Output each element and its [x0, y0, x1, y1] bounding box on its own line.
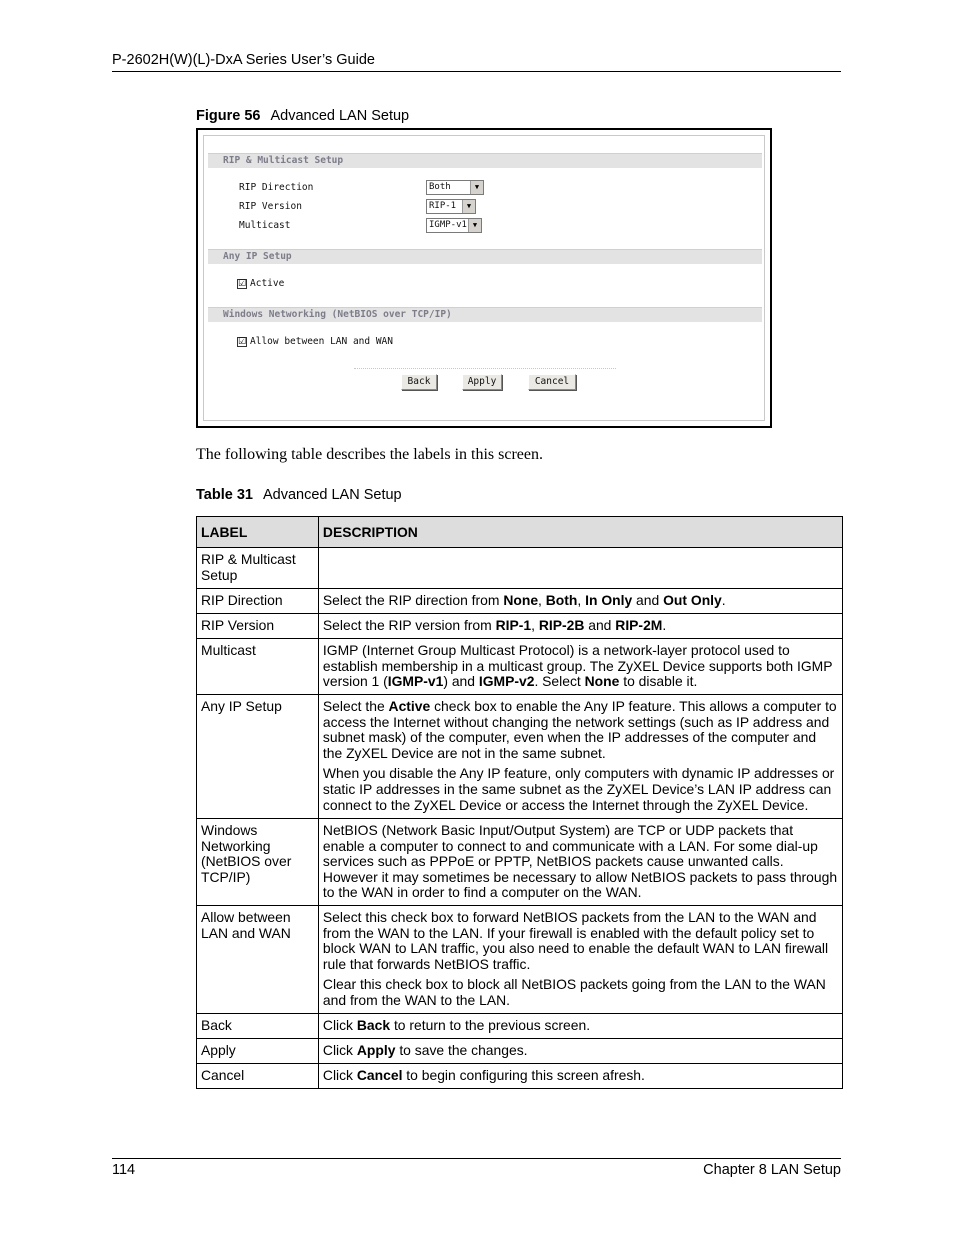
table-row: [197, 906, 843, 1014]
config-panel: [203, 135, 765, 421]
bold-term: Back: [356, 1016, 391, 1033]
bold-term: Out Only: [663, 592, 722, 608]
multicast-label: Multicast: [239, 220, 291, 231]
allow-lan-wan-label: Allow between LAN and WAN: [250, 336, 393, 347]
bold-term: None: [503, 592, 539, 608]
table-row: [197, 614, 843, 639]
back-button[interactable]: Back: [401, 374, 437, 390]
table-row: [197, 1013, 843, 1038]
bold-term: Both: [545, 592, 578, 608]
description-text: Clear this check box to block all NetBIOS packets going from the LAN to the WAN and from the WAN to the LAN.: [322, 976, 826, 1008]
row-label: Multicast: [197, 639, 319, 695]
description-text: Select the: [322, 698, 389, 714]
row-label: RIP Direction: [197, 589, 319, 614]
chevron-down-icon[interactable]: ▼: [470, 181, 483, 194]
description-text: Click: [322, 1041, 357, 1058]
multicast-value: IGMP-v1: [429, 220, 467, 230]
table-row: [197, 819, 843, 906]
bold-term: RIP-2M: [615, 617, 663, 633]
table-row: [197, 639, 843, 695]
description-text: to save the changes.: [395, 1041, 528, 1058]
description-paragraph: [323, 593, 838, 609]
label-description-table: [196, 516, 843, 1089]
row-description: [318, 1013, 842, 1038]
bold-term: Cancel: [356, 1066, 403, 1083]
active-checkbox[interactable]: ☑: [238, 278, 247, 289]
rip-direction-select[interactable]: [426, 180, 484, 195]
row-label: RIP Version: [197, 614, 319, 639]
active-label: Active: [250, 278, 285, 289]
description-text: IGMP (Internet Group Multicast Protocol) is a network-layer protocol used to establish membership in a multicast group. The ZyXEL Device supports both IGMP version 1 (: [322, 642, 833, 690]
description-paragraph: [323, 643, 838, 690]
header-label: LABEL: [197, 517, 319, 548]
description-text: to disable it.: [619, 673, 698, 690]
page-number: 114: [112, 1162, 136, 1178]
active-row: [237, 278, 284, 289]
row-description: [318, 1063, 842, 1088]
rip-direction-label: RIP Direction: [239, 182, 314, 193]
table-label: Table 31: [196, 487, 253, 503]
bold-term: Apply: [356, 1041, 396, 1058]
description-paragraph: [323, 766, 838, 813]
figure-label: Figure 56: [196, 108, 261, 124]
rip-version-select[interactable]: [426, 199, 476, 214]
description-paragraph: [323, 1018, 838, 1034]
allow-row: [237, 336, 393, 347]
description-text: .: [662, 617, 667, 633]
row-label: Any IP Setup: [197, 695, 319, 819]
table-row: [197, 1063, 843, 1088]
table-row: [197, 695, 843, 819]
bold-term: IGMP-v2: [478, 673, 535, 690]
row-label: Back: [197, 1013, 319, 1038]
bold-term: RIP-1: [495, 617, 532, 633]
description-paragraph: [323, 1068, 838, 1084]
section-rip-multicast: RIP & Multicast Setup: [208, 153, 762, 168]
table-body: [197, 548, 843, 1089]
section-any-ip: Any IP Setup: [208, 249, 762, 264]
description-text: ,: [531, 617, 539, 633]
description-text: ,: [538, 592, 546, 608]
description-text: Click: [322, 1066, 357, 1083]
bold-term: In Only: [585, 592, 633, 608]
footer-divider: [112, 1158, 841, 1159]
description-text: Select the RIP version from: [322, 617, 496, 633]
description-text: Click: [322, 1016, 357, 1033]
table-header-row: [197, 517, 843, 548]
row-label: RIP & Multicast Setup: [197, 548, 319, 589]
description-text: ,: [577, 592, 586, 608]
figure-title: Advanced LAN Setup: [270, 108, 410, 124]
row-label: Cancel: [197, 1063, 319, 1088]
row-description: [318, 695, 842, 819]
allow-lan-wan-checkbox[interactable]: ☑: [238, 336, 247, 347]
description-paragraph: [323, 910, 838, 972]
rip-version-value: RIP-1: [429, 201, 457, 211]
description-text: . Select: [534, 673, 585, 690]
table-row: [197, 589, 843, 614]
table-row: [197, 548, 843, 589]
row-description: [318, 906, 842, 1014]
description-text: ) and: [443, 673, 479, 690]
row-description: [318, 614, 842, 639]
table-caption: [196, 487, 402, 503]
bold-term: IGMP-v1: [387, 673, 444, 690]
description-paragraph: [323, 618, 838, 634]
advanced-lan-setup-screenshot: [196, 128, 772, 428]
description-text: and: [584, 617, 616, 633]
description-paragraph: [323, 823, 838, 901]
rip-direction-value: Both: [429, 182, 451, 192]
intro-paragraph: The following table describes the labels in this screen.: [196, 446, 544, 463]
description-text: Select this check box to forward NetBIOS packets from the LAN to the WAN and from the WAN to the LAN. If your firewall is enabled with the default policy set to block WAN to LAN traffic, you also need to enable the default WAN to LAN firewall rule that forwards NetBIOS traffic.: [322, 909, 829, 972]
row-description: [318, 1038, 842, 1063]
running-header: P-2602H(W)(L)-DxA Series User’s Guide: [112, 52, 375, 68]
bold-term: None: [584, 673, 620, 690]
description-text: .: [721, 592, 726, 608]
description-text: check box to enable the Any IP feature. This allows a computer to access the Internet without changing the network settings (such as IP address and subnet mask) of the computer, even when the IP addresses of the computer and the ZyXEL Device are not in the same subnet.: [322, 698, 837, 761]
row-label: Apply: [197, 1038, 319, 1063]
description-paragraph: [323, 699, 838, 761]
row-label: Allow between LAN and WAN: [197, 906, 319, 1014]
description-text: NetBIOS (Network Basic Input/Output System) are TCP or UDP packets that enable a computer to connect to and communicate with a LAN. For some dial-up services such as PPPoE or PPTP, NetBIOS packets cause unwanted calls. However it may sometimes be necessary to allow NetBIOS packets to pass through to the WAN in order to find a computer on the WAN.: [322, 822, 838, 901]
bold-term: Active: [388, 698, 431, 714]
row-description: [318, 639, 842, 695]
chapter-title: Chapter 8 LAN Setup: [703, 1162, 841, 1178]
header-description: DESCRIPTION: [318, 517, 842, 548]
table-title: Advanced LAN Setup: [262, 487, 402, 503]
multicast-select[interactable]: [426, 218, 482, 233]
row-label: Windows Networking (NetBIOS over TCP/IP): [197, 819, 319, 906]
chevron-down-icon[interactable]: ▼: [462, 200, 475, 213]
cancel-button[interactable]: Cancel: [528, 374, 576, 390]
row-description: [318, 548, 842, 589]
description-text: Select the RIP direction from: [322, 592, 504, 608]
figure-caption: [196, 108, 409, 124]
row-description: [318, 819, 842, 906]
description-paragraph: [323, 1043, 838, 1059]
description-text: When you disable the Any IP feature, only computers with dynamic IP addresses or static IP addresses in the same subnet as the ZyXEL Device’s LAN IP address can connect to the ZyXEL Device or access the Internet through the ZyXEL Device.: [322, 765, 835, 813]
description-text: to return to the previous screen.: [390, 1016, 591, 1033]
button-divider: [354, 368, 616, 369]
table-row: [197, 1038, 843, 1063]
rip-version-label: RIP Version: [239, 201, 302, 212]
apply-button[interactable]: Apply: [462, 374, 502, 390]
description-text: and: [632, 592, 664, 608]
row-description: [318, 589, 842, 614]
description-paragraph: [323, 977, 838, 1008]
section-windows-networking: Windows Networking (NetBIOS over TCP/IP): [208, 307, 762, 322]
bold-term: RIP-2B: [538, 617, 585, 633]
header-divider: [112, 71, 841, 72]
description-text: to begin configuring this screen afresh.: [402, 1066, 645, 1083]
chevron-down-icon[interactable]: ▼: [468, 219, 481, 232]
